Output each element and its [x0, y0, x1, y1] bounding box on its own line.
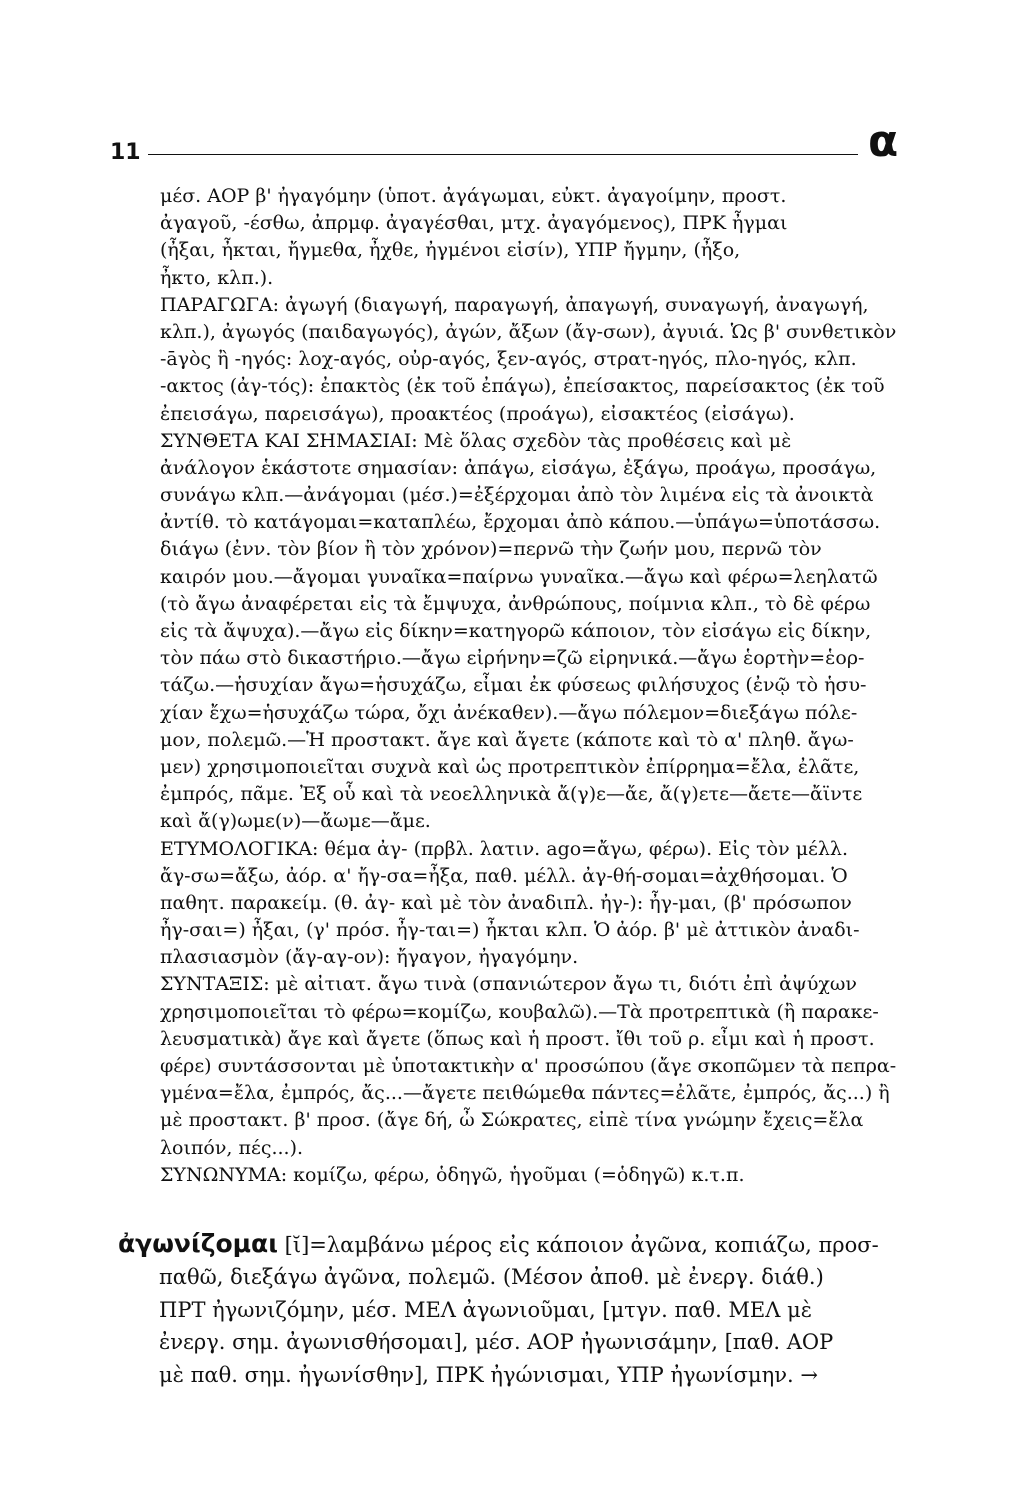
text-line: τάζω.—ἡσυχίαν ἄγω=ἡσυχάζω, εἶμαι ἐκ φύσεως φιλήσυχος (ἐνῷ τὸ ἡσυ-: [160, 674, 867, 697]
text-line: ἦκτο, κλπ.).: [160, 266, 274, 289]
page-header: [110, 116, 900, 178]
text-line: ΠΑΡΑΓΩΓΑ: ἀγωγή (διαγωγή, παραγωγή, ἀπαγωγή, συναγωγή, ἀναγωγή,: [160, 293, 869, 316]
text-line: γμένα=ἔλα, ἐμπρός, ἄς...—ἄγετε πειθώμεθα πάντες=ἐλᾶτε, ἐμπρός, ἄς...) ἢ: [160, 1082, 890, 1105]
text-line: φέρε) συντάσσονται μὲ ὑποτακτικὴν α' προσώπου (ἄγε σκοπῶμεν τὰ πεπρα-: [160, 1055, 897, 1077]
text-line: ἐμπρός, πᾶμε. Ἐξ οὗ καὶ τὰ νεοελληνικὰ ἄ(γ)ε—ἄε, ἄ(γ)ετε—ἄετε—ἄϊντε: [160, 783, 863, 806]
text-line: εἰς τὰ ἄψυχα).—ἄγω εἰς δίκην=κατηγορῶ κάποιον, τὸν εἰσάγω εἰς δίκην,: [160, 620, 872, 642]
text-line: μέσ. ΑΟΡ β' ἠγαγόμην (ὑποτ. ἀγάγωμαι, εὐκτ. ἀγαγοίμην, προστ.: [160, 185, 787, 207]
text-line: ἀνάλογον ἑκάστοτε σημασίαν: ἀπάγω, εἰσάγω, ἐξάγω, προάγω, προσάγω,: [160, 456, 877, 479]
text-line: μεν) χρησιμοποιεῖται συχνὰ καὶ ὡς προτρεπτικὸν ἐπίρρημα=ἔλα, ἐλᾶτε,: [160, 755, 860, 778]
text-line: ἀντίθ. τὸ κατάγομαι=καταπλέω, ἔρχομαι ἀπὸ κάπου.—ὑπάγω=ὑποτάσσω.: [160, 511, 881, 534]
text-line: λοιπόν, πές...).: [160, 1136, 304, 1159]
text-line: διάγω (ἐνν. τὸν βίον ἢ τὸν χρόνον)=περνῶ τὴν ζωήν μου, περνῶ τὸν: [160, 538, 822, 561]
text-line: πλασιασμὸν (ἄγ-αγ-ον): ἤγαγον, ἠγαγόμην.: [160, 946, 579, 969]
section-letter: α: [868, 116, 899, 167]
entry-line: ΠΡΤ ἠγωνιζόμην, μέσ. ΜΕΛ ἀγωνιοῦμαι, [μτγν. παθ. ΜΕΛ μὲ: [159, 1297, 813, 1322]
text-line: μὲ προστακτ. β' προσ. (ἄγε δή, ὦ Σώκρατες, εἰπὲ τίνα γνώμην ἔχεις=ἔλα: [160, 1109, 864, 1132]
text-line: ἀγαγοῦ, -έσθω, ἀπρμφ. ἀγαγέσθαι, μτχ. ἀγαγόμενος), ΠΡΚ ἦγμαι: [160, 212, 788, 235]
text-line: ΕΤΥΜΟΛΟΓΙΚΑ: θέμα ἀγ- (πρβλ. λατιν. ago=ἄγω, φέρω). Εἰς τὸν μέλλ.: [160, 837, 849, 860]
text-line: ἐπεισάγω, παρεισάγω), προακτέος (προάγω), εἰσακτέος (εἰσάγω).: [160, 402, 795, 425]
entry-first-line: [118, 1228, 900, 1261]
entry-line: μὲ παθ. σημ. ἠγωνίσθην], ΠΡΚ ἠγώνισμαι, ΥΠΡ ἠγωνίσμην. →: [159, 1363, 818, 1388]
text-line: -ακτος (ἀγ-τός): ἐπακτὸς (ἐκ τοῦ ἐπάγω), ἐπείσακτος, παρείσακτος (ἐκ τοῦ: [160, 375, 885, 398]
entry-continuation: [160, 183, 900, 1189]
text-line: ΣΥΝΤΑΞΙΣ: μὲ αἰτιατ. ἄγω τινὰ (σπανιώτερον ἄγω τι, διότι ἐπὶ ἀψύχων: [160, 973, 857, 996]
text-line: (τὸ ἄγω ἀναφέρεται εἰς τὰ ἔμψυχα, ἀνθρώπους, ποίμνια κλπ., τὸ δὲ φέρω: [160, 592, 871, 615]
page-number: 11: [110, 140, 141, 165]
text-line: λευσματικὰ) ἄγε καὶ ἄγετε (ὅπως καὶ ἡ προστ. ἴθι τοῦ ρ. εἶμι καὶ ἡ προστ.: [160, 1027, 875, 1050]
text-line: χρησιμοποιεῖται τὸ φέρω=κομίζω, κουβαλῶ).—Τὰ προτρεπτικὰ (ἢ παρακε-: [160, 1000, 879, 1023]
text-line: κλπ.), ἀγωγός (παιδαγωγός), ἀγών, ἄξων (ἄγ-σων), ἀγυιά. Ὡς β' συνθετικὸν: [160, 320, 897, 343]
entry-definition: [ῐ]=λαμβάνω μέρος εἰς κάποιον ἀγῶνα, κοπιάζω, προσ-: [277, 1233, 879, 1257]
text-line: συνάγω κλπ.—ἀνάγομαι (μέσ.)=ἐξέρχομαι ἀπὸ τὸν λιμένα εἰς τὰ ἀνοικτὰ: [160, 484, 874, 507]
text-line: ΣΥΝΘΕΤΑ ΚΑΙ ΣΗΜΑΣΙΑΙ: Μὲ ὅλας σχεδὸν τὰς προθέσεις καὶ μὲ: [160, 429, 792, 452]
entry-headword: ἀγωνίζομαι: [118, 1229, 278, 1258]
text-line: καὶ ἄ(γ)ωμε(ν)—ἄωμε—ἄμε.: [160, 810, 431, 833]
text-line: χίαν ἔχω=ἡσυχάζω τώρα, ὄχι ἀνέκαθεν).—ἄγω πόλεμον=διεξάγω πόλε-: [160, 701, 858, 724]
dictionary-entry: [118, 1228, 900, 1392]
text-line: ἄγ-σω=ἄξω, ἀόρ. α' ἤγ-σα=ἦξα, παθ. μέλλ. ἀγ-θή-σομαι=ἀχθήσομαι. Ὁ: [160, 864, 848, 887]
text-line: τὸν πάω στὸ δικαστήριο.—ἄγω εἰρήνην=ζῶ εἰρηνικά.—ἄγω ἑορτὴν=ἑορ-: [160, 647, 865, 670]
text-line: ἦγ-σαι=) ἦξαι, (γ' πρόσ. ἦγ-ται=) ἦκται κλπ. Ὁ ἀόρ. β' μὲ ἀττικὸν ἀναδι-: [160, 919, 860, 942]
text-line: μον, πολεμῶ.—Ἡ προστακτ. ἄγε καὶ ἄγετε (κάποτε καὶ τὸ α' πληθ. ἄγω-: [160, 728, 854, 751]
entry-line: ἐνεργ. σημ. ἀγωνισθήσομαι], μέσ. ΑΟΡ ἠγωνισάμην, [παθ. ΑΟΡ: [159, 1330, 834, 1355]
text-line: -āγὸς ἢ -ηγός: λοχ-αγός, οὐρ-αγός, ξεν-αγός, στρατ-ηγός, πλο-ηγός, κλπ.: [160, 348, 857, 371]
text-line: (ἦξαι, ἦκται, ἤγμεθα, ἦχθε, ἠγμένοι εἰσίν), ΥΠΡ ἤγμην, (ἦξο,: [160, 239, 741, 262]
entry-line: παθῶ, διεξάγω ἀγῶνα, πολεμῶ. (Μέσον ἀποθ. μὲ ἐνεργ. διάθ.): [159, 1264, 824, 1289]
text-line: καιρόν μου.—ἄγομαι γυναῖκα=παίρνω γυναῖκα.—ἄγω καὶ φέρω=λεηλατῶ: [160, 565, 878, 588]
text-line: παθητ. παρακείμ. (θ. ἀγ- καὶ μὲ τὸν ἀναδιπλ. ἠγ-): ἦγ-μαι, (β' πρόσωπον: [160, 891, 852, 914]
text-line: ΣΥΝΩΝΥΜΑ: κομίζω, φέρω, ὁδηγῶ, ἡγοῦμαι (=ὁδηγῶ) κ.τ.π.: [160, 1163, 745, 1186]
header-rule: [148, 154, 858, 155]
